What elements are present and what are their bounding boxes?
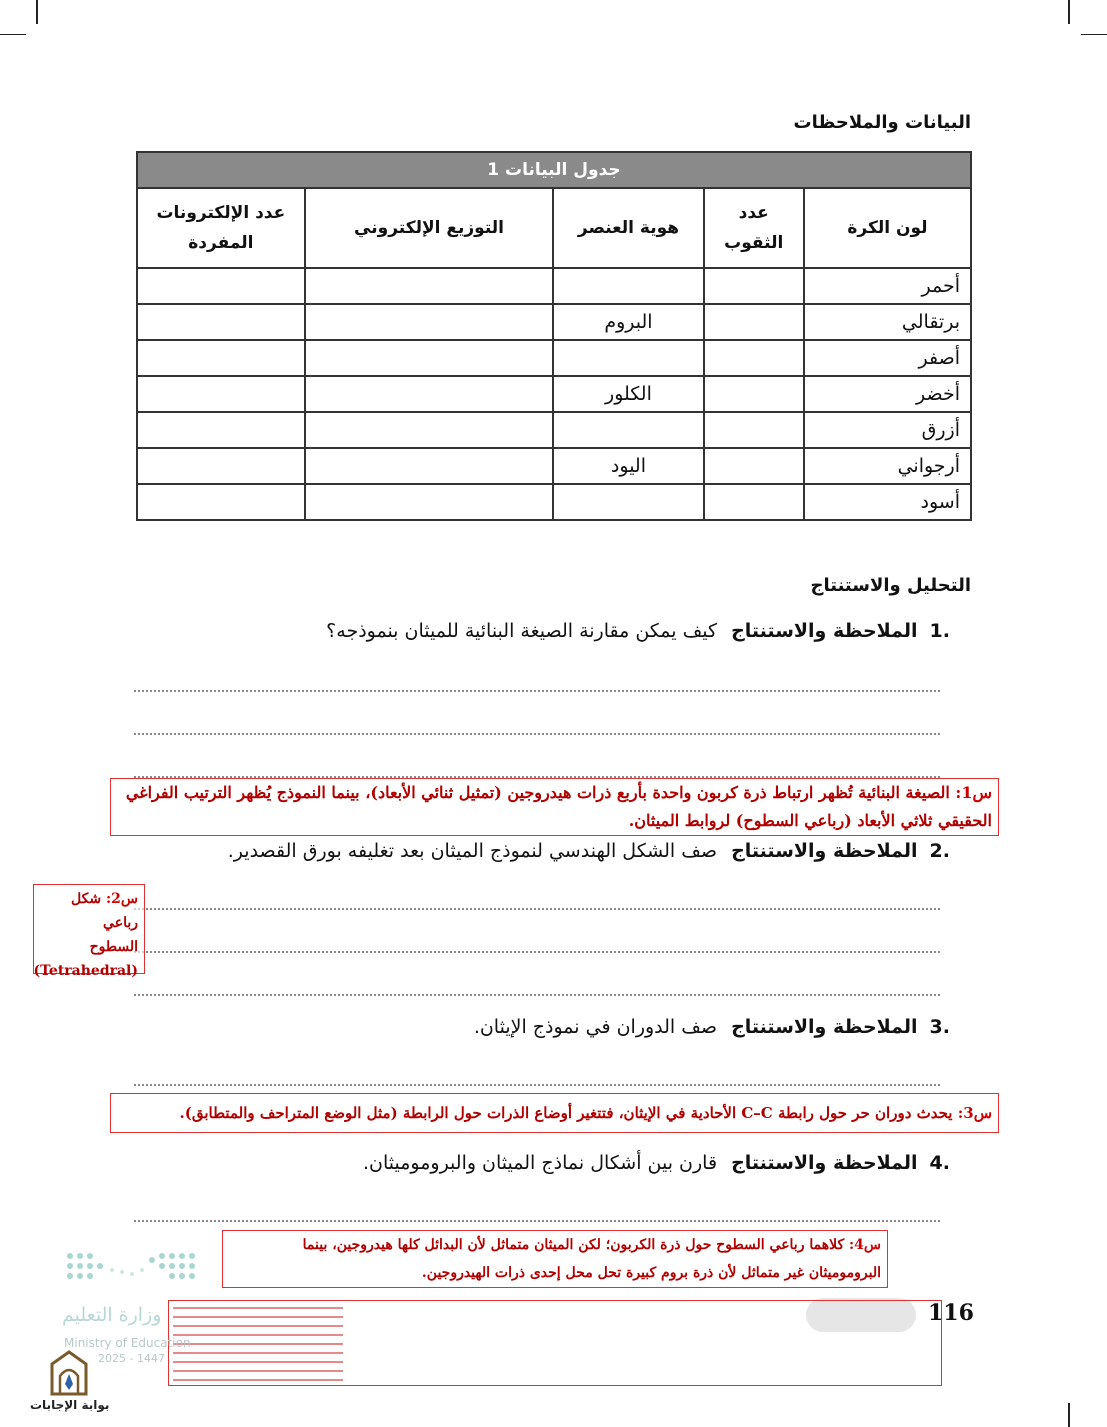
table-row	[137, 484, 971, 520]
cell-holes	[704, 268, 804, 304]
cell-config	[305, 376, 554, 412]
cell-color: أزرق	[804, 412, 971, 448]
answer-text: الحقيقي ثلاثي الأبعاد (رباعي السطوح) لروابط الميثان.	[628, 811, 992, 830]
cell-unpaired	[137, 448, 305, 484]
answer-text: شكل رباعي	[71, 891, 138, 931]
section-title-analysis: التحليل والاستنتاج	[810, 575, 971, 596]
answer-box-3	[110, 1093, 999, 1133]
answer-line	[134, 1220, 940, 1222]
answer-text: الصيغة البنائية تُظهر ارتباط ذرة كربون واحدة بأربع ذرات هيدروجين (تمثيل ثنائي الأبعاد)، بينما النموذج يُظهر الترتيب الفراغي	[125, 783, 950, 802]
cell-identity: اليود	[553, 448, 703, 484]
portal-logo-icon	[46, 1350, 92, 1398]
crop-mark	[1081, 34, 1107, 35]
table-row	[137, 340, 971, 376]
ministry-year: 2025 - 1447	[98, 1352, 165, 1365]
cell-unpaired	[137, 412, 305, 448]
data-table	[136, 151, 972, 521]
answer-line	[134, 908, 940, 910]
header-holes	[704, 188, 804, 268]
cell-identity	[553, 412, 703, 448]
table-row	[137, 412, 971, 448]
answer-line	[134, 690, 940, 692]
page-number: 116	[928, 1300, 974, 1326]
header-unpaired-line2: المفردة	[188, 233, 254, 253]
cell-config	[305, 412, 554, 448]
cell-identity	[553, 484, 703, 520]
answer-text: السطوح	[89, 939, 138, 955]
question-2	[228, 840, 950, 862]
crop-mark	[1068, 1403, 1070, 1427]
question-keyword: الملاحظة والاستنتاج	[731, 840, 918, 862]
question-number: .3	[929, 1016, 950, 1038]
answer-text: البروموميثان غير متماثل لأن ذرة بروم كبيرة تحل محل إحدى ذرات الهيدروجين.	[421, 1265, 881, 1281]
header-unpaired-electrons	[137, 188, 305, 268]
cell-unpaired	[137, 484, 305, 520]
portal-name: بوابة الإجابات	[30, 1398, 110, 1412]
cell-unpaired	[137, 304, 305, 340]
cell-holes	[704, 340, 804, 376]
cell-config	[305, 448, 554, 484]
answer-box-1	[110, 778, 999, 836]
cell-unpaired	[137, 376, 305, 412]
question-text: قارن بين أشكال نماذج الميثان والبروموميثان.	[362, 1152, 718, 1174]
answer-box-2	[33, 884, 145, 979]
header-element-identity: هوية العنصر	[553, 188, 703, 268]
table-row	[137, 304, 971, 340]
question-text: صف الدوران في نموذج الإيثان.	[473, 1016, 718, 1038]
table-row	[137, 448, 971, 484]
answer-line	[134, 951, 940, 953]
cell-identity	[553, 340, 703, 376]
cell-holes	[704, 412, 804, 448]
question-text: كيف يمكن مقارنة الصيغة البنائية للميثان بنموذجه؟	[326, 620, 718, 642]
answer-box-4	[222, 1230, 888, 1288]
table-thumbnail	[168, 1300, 942, 1386]
cell-config	[305, 268, 554, 304]
crop-mark	[1068, 0, 1070, 24]
cell-holes	[704, 376, 804, 412]
answer-text: (Tetrahedral)	[33, 963, 138, 979]
header-ball-color: لون الكرة	[804, 188, 971, 268]
question-1	[326, 620, 950, 642]
cell-holes	[704, 484, 804, 520]
cell-config	[305, 484, 554, 520]
answer-text: يحدث دوران حر حول رابطة C–C الأحادية في الإيثان، فتتغير أوضاع الذرات حول الرابطة (مثل الوضع المتراحف والمتطابق).	[179, 1104, 953, 1122]
cell-identity	[553, 268, 703, 304]
table-row	[137, 376, 971, 412]
question-number: .2	[929, 840, 950, 862]
header-electron-config: التوزيع الإلكتروني	[305, 188, 554, 268]
cell-color: أسود	[804, 484, 971, 520]
section-title-data: البيانات والملاحظات	[793, 112, 971, 133]
crop-mark	[0, 34, 26, 35]
cell-unpaired	[137, 340, 305, 376]
question-number: .4	[929, 1152, 950, 1174]
cell-color: برتقالي	[804, 304, 971, 340]
question-keyword: الملاحظة والاستنتاج	[731, 1152, 918, 1174]
cell-holes	[704, 448, 804, 484]
question-3	[474, 1016, 950, 1038]
question-text: صف الشكل الهندسي لنموذج الميثان بعد تغليفه بورق القصدير.	[227, 840, 718, 862]
header-holes-line1: عدد	[738, 203, 769, 223]
answer-line	[134, 733, 940, 735]
cell-unpaired	[137, 268, 305, 304]
header-holes-line2: الثقوب	[724, 233, 784, 253]
answer-line	[134, 994, 940, 996]
question-keyword: الملاحظة والاستنتاج	[731, 1016, 918, 1038]
cell-identity: البروم	[553, 304, 703, 340]
cell-color: أرجواني	[804, 448, 971, 484]
table-caption: جدول البيانات 1	[137, 152, 971, 188]
question-keyword: الملاحظة والاستنتاج	[731, 620, 918, 642]
cell-color: أخضر	[804, 376, 971, 412]
header-unpaired-line1: عدد الإلكترونات	[156, 203, 286, 223]
answer-label: س3:	[957, 1104, 992, 1122]
answer-label: س2:	[105, 891, 138, 907]
cell-holes	[704, 304, 804, 340]
cell-identity: الكلور	[553, 376, 703, 412]
answer-line	[134, 1084, 940, 1086]
answer-text: كلاهما رباعي السطوح حول ذرة الكربون؛ لكن الميثان متماثل لأن البدائل كلها هيدروجين، بينما	[302, 1237, 845, 1253]
answer-label: س4:	[848, 1237, 881, 1253]
crop-mark	[36, 0, 38, 24]
ministry-logo-icon	[62, 1248, 202, 1288]
cell-config	[305, 340, 554, 376]
question-4	[363, 1152, 950, 1174]
answer-label: س1:	[955, 783, 992, 802]
question-number: .1	[929, 620, 950, 642]
ministry-name-arabic: وزارة التعليم	[62, 1304, 162, 1326]
cell-color: أحمر	[804, 268, 971, 304]
cell-color: أصفر	[804, 340, 971, 376]
cell-config	[305, 304, 554, 340]
table-row	[137, 268, 971, 304]
ministry-name-english: Ministry of Education	[64, 1336, 191, 1350]
